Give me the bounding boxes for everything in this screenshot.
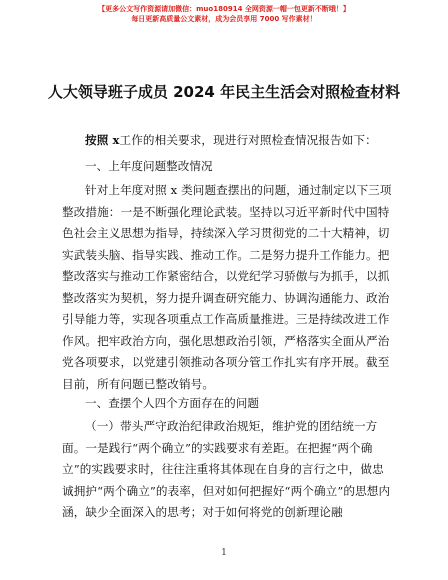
- page-number: 1: [221, 548, 227, 558]
- section-1-paragraph: 针对上年度对照 x 类问题查摆出的问题，通过制定以下三项整改措施：一是不断强化理论武装。坚持以习近平新时代中国特色社会主义思想为指导，持续深入学习贯彻党的二十大精神，切实武装头脑、指导实践、推动工作。二是努力提升工作能力。把整改落实与推动工作紧密结合，以党纪学习骄傲与为抓手，以抓整改落实为契机，努力提升调查研究能力、协调沟通能力、政治引导能力等，实现各项重点工作高质量推进。三是持续改进工作作风。把牢政治方向，强化思想政治引领，严格落实全面从严治党各项要求，以党建引领推动各项分管工作扎实有序开展。截至目前，所有问题已整改销号。: [62, 183, 392, 391]
- section-2-paragraph: （一）带头严守政治纪律政治规矩，维护党的团结统一方面。一是践行“两个确立”的实践要求有差距。在把握“两个确立”的实践要求时，往往注重将其体现在自身的言行之中，做忠诚拥护“两个确立”的表率，但对如何把握好“两个确立”的思想内涵，缺少全面深入的思考；对于如何将党的创新理论融: [62, 419, 391, 519]
- section-1-heading: 一、上年度问题整改情况: [85, 159, 213, 173]
- section-2-heading: 一、查摆个人四个方面存在的问题: [85, 396, 259, 410]
- promo-banner: [0, 4, 448, 24]
- promo-banner-line-2: 每日更新高质量公文素材，成为会员享用 7000 写作素材！: [131, 15, 317, 23]
- document-title: 人大领导班子成员 2024 年民主生活会对照检查材料: [47, 83, 401, 101]
- intro-text: 工作的相关要求，现进行对照检查情况报告如下：: [119, 133, 377, 147]
- intro-lead: 按照 x: [85, 133, 120, 147]
- promo-banner-line-1: 【更多公文写作资源请加微信：muo180914 全网资源一帽一包更新不断哦！】: [98, 5, 350, 13]
- intro-paragraph: [85, 130, 405, 152]
